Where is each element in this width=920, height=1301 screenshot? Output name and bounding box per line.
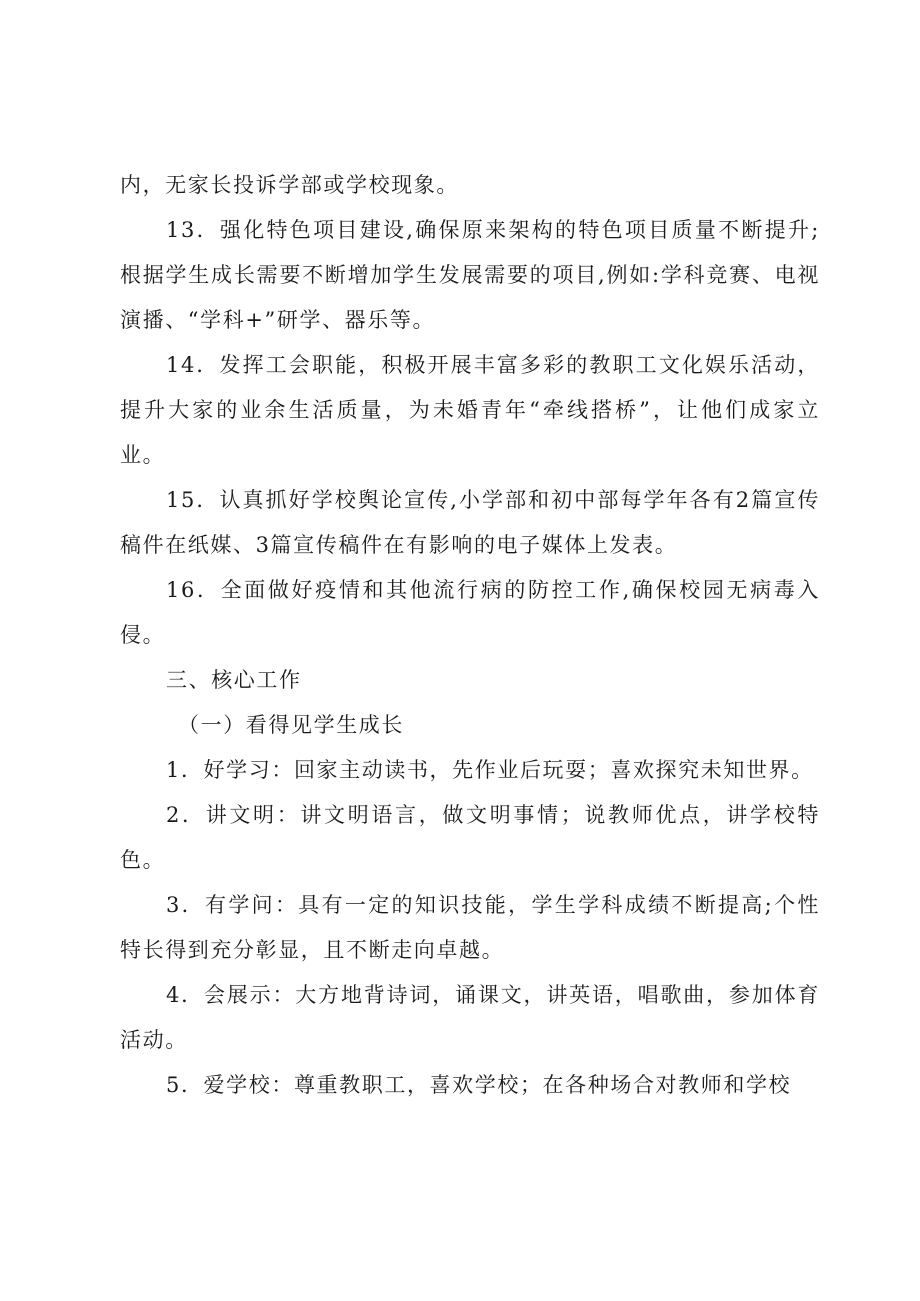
paragraph-item-16: 16．全面做好疫情和其他流行病的防控工作,确保校园无病毒入侵。 <box>120 578 820 647</box>
document-body <box>120 163 820 1108</box>
paragraph-item-13: 13．强化特色项目建设,确保原来架构的特色项目质量不断提升;根据学生成长需要不断增加学生发展需要的项目,例如:学科竞赛、电视演播、“学科+”研学、器乐等。 <box>120 218 820 332</box>
list-item: 3．有学问：具有一定的知识技能，学生学科成绩不断提高;个性特长得到充分彰显，且不断走向卓越。 <box>120 893 820 962</box>
list-item: 5．爱学校：尊重教职工，喜欢学校；在各种场合对教师和学校 <box>166 1073 792 1097</box>
paragraph-item-14: 14．发挥工会职能，积极开展丰富多彩的教职工文化娱乐活动，提升大家的业余生活质量，为未婚青年“牵线搭桥”，让他们成家立业。 <box>120 353 820 467</box>
subsection-heading: （一）看得见学生成长 <box>178 713 404 737</box>
list-item: 1．好学习：回家主动读书，先作业后玩耍；喜欢探究未知世界。 <box>166 758 814 782</box>
paragraph-continuation: 内，无家长投诉学部或学校现象。 <box>120 173 459 197</box>
paragraph-item-15: 15．认真抓好学校舆论宣传,小学部和初中部每学年各有2篇宣传稿件在纸媒、3篇宣传稿件在有影响的电子媒体上发表。 <box>120 488 820 557</box>
list-item: 2．讲文明：讲文明语言，做文明事情；说教师优点，讲学校特色。 <box>120 803 820 872</box>
list-item: 4．会展示：大方地背诗词，诵课文，讲英语，唱歌曲，参加体育活动。 <box>120 983 820 1052</box>
section-heading: 三、核心工作 <box>166 668 302 692</box>
